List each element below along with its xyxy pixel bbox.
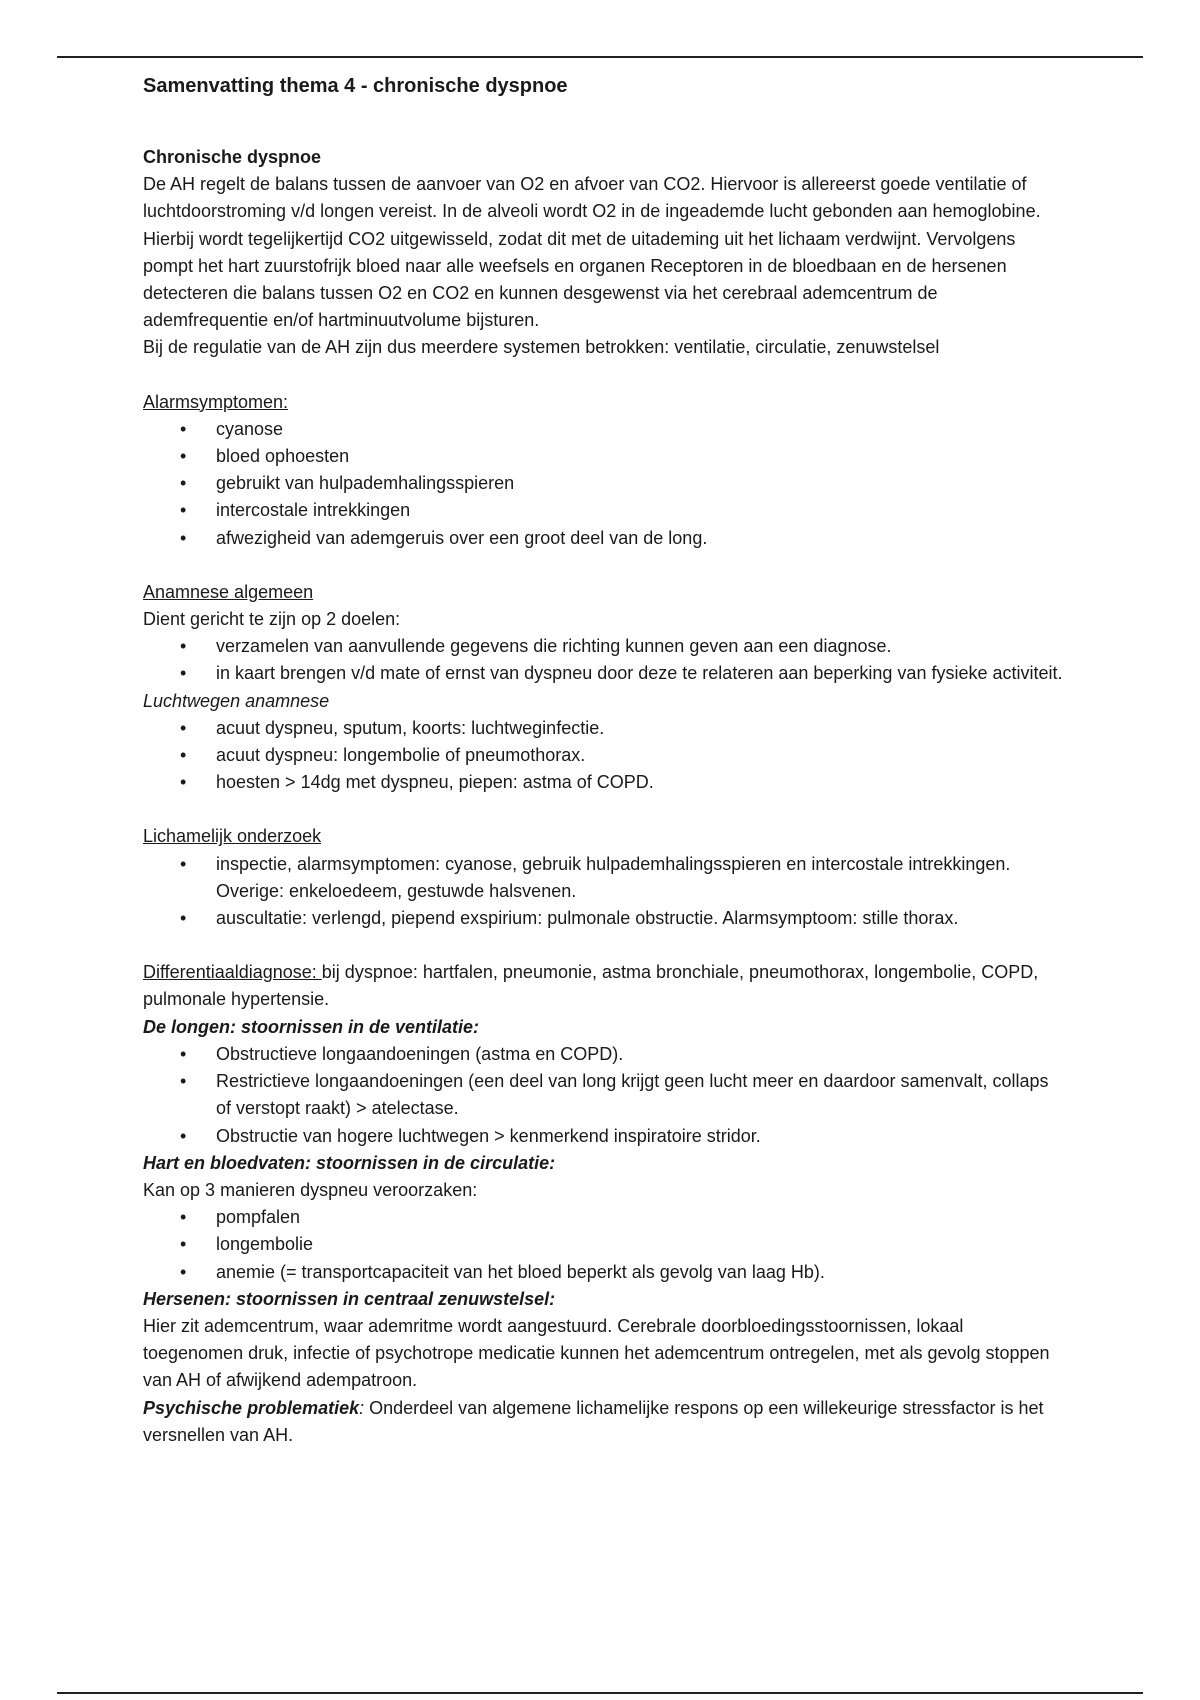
subheading-hart-bloedvaten: Hart en bloedvaten: stoornissen in de circulatie: [143,1152,556,1173]
section-heading-chronische-dyspnoe: Chronische dyspnoe [143,147,322,167]
paragraph-text: Onderdeel van algemene lichamelijke respons op een willekeurige stressfactor is het versnellen van AH. [143,1397,1044,1445]
paragraph-differentiaaldiagnose [143,959,1063,1013]
list-item: • anemie (= transportcapaciteit van het bloed beperkt als gevolg van laag Hb). [143,1259,1063,1286]
list-item: • hoesten > 14dg met dyspneu, piepen: astma of COPD. [143,769,1063,796]
list-item: • pompfalen [143,1204,1063,1231]
list-item: • verzamelen van aanvullende gegevens die richting kunnen geven aan een diagnose. [143,633,1063,660]
paragraph: Dient gericht te zijn op 2 doelen: [143,609,401,630]
paragraph-psychische-problematiek [143,1395,1063,1449]
list-item: • acuut dyspneu: longembolie of pneumothorax. [143,742,1063,769]
document-body [143,72,1063,1449]
document-title: Samenvatting thema 4 - chronische dyspnoe [143,75,568,97]
list-item: • gebruikt van hulpademhalingsspieren [143,470,1063,497]
label-colon: : [359,1397,365,1418]
list-item: • bloed ophoesten [143,443,1063,470]
footer-rule [57,1692,1143,1694]
subheading-hersenen: Hersenen: stoornissen in centraal zenuwstelsel: [143,1288,556,1309]
list-item: • auscultatie: verlengd, piepend exspirium: pulmonale obstructie. Alarmsymptoom: stille thorax. [143,905,1063,932]
bullet-list [143,633,1063,687]
bullet-list [143,715,1063,797]
section-heading-differentiaaldiagnose: Differentiaaldiagnose: [143,962,322,983]
list-item: • acuut dyspneu, sputum, koorts: luchtweginfectie. [143,715,1063,742]
subheading-luchtwegen-anamnese: Luchtwegen anamnese [143,690,330,711]
subheading-longen: De longen: stoornissen in de ventilatie: [143,1016,480,1037]
paragraph: Bij de regulatie van de AH zijn dus meerdere systemen betrokken: ventilatie, circulatie, zenuwstelsel [143,337,940,358]
bullet-list [143,851,1063,933]
section-heading-lichamelijk-onderzoek: Lichamelijk onderzoek [143,826,322,847]
section-heading-anamnese: Anamnese algemeen [143,581,314,602]
list-item: • inspectie, alarmsymptomen: cyanose, gebruik hulpademhalingsspieren en intercostale intrekkingen. Overige: enkeloedeem, gestuwde halsvenen. [143,851,1063,905]
paragraph: Hier zit ademcentrum, waar ademritme wordt aangestuurd. Cerebrale doorbloedingsstoornissen, lokaal toegenomen druk, infectie of psychotrope medicatie kunnen het ademcentrum ontregelen, met als gevolg stoppen van AH of afwijkend adempatroon. [143,1315,1050,1391]
list-item: • Obstructie van hogere luchtwegen > kenmerkend inspiratoire stridor. [143,1123,1063,1150]
label-psychische-problematiek: Psychische problematiek [143,1397,360,1418]
list-item: • longembolie [143,1231,1063,1258]
list-item: • Restrictieve longaandoeningen (een deel van long krijgt geen lucht meer en daardoor samenvalt, collaps of verstopt raakt) > atelectase. [143,1068,1063,1122]
paragraph: De AH regelt de balans tussen de aanvoer van O2 en afvoer van CO2. Hiervoor is allereerst goede ventilatie of luchtdoorstroming v/d longen vereist. In de alveoli wordt O2 in de ingeademde lucht gebonden aan hemoglobine. Hierbij wordt tegelijkertijd CO2 uitgewisseld, zodat dit met de uitademing uit het lichaam verdwijnt. Vervolgens pompt het hart zuurstofrijk bloed naar alle weefsels en organen Receptoren in de bloedbaan en de hersenen detecteren die balans tussen O2 en CO2 en kunnen desgewenst via het cerebraal ademcentrum de ademfrequentie en/of hartminuutvolume bijsturen. [143,174,1041,331]
list-item: • intercostale intrekkingen [143,497,1063,524]
paragraph-text: bij dyspnoe: hartfalen, pneumonie, astma bronchiale, pneumothorax, longembolie, COPD, pulmonale hypertensie. [143,962,1039,1010]
header-rule [57,56,1143,58]
section-heading-alarmsymptomen: Alarmsymptomen: [143,391,289,412]
list-item: • Obstructieve longaandoeningen (astma en COPD). [143,1041,1063,1068]
bullet-list [143,416,1063,552]
list-item: • in kaart brengen v/d mate of ernst van dyspneu door deze te relateren aan beperking van fysieke activiteit. [143,660,1063,687]
bullet-list [143,1041,1063,1150]
list-item: • afwezigheid van ademgeruis over een groot deel van de long. [143,525,1063,552]
list-item: • cyanose [143,416,1063,443]
bullet-list [143,1204,1063,1286]
paragraph: Kan op 3 manieren dyspneu veroorzaken: [143,1179,478,1200]
